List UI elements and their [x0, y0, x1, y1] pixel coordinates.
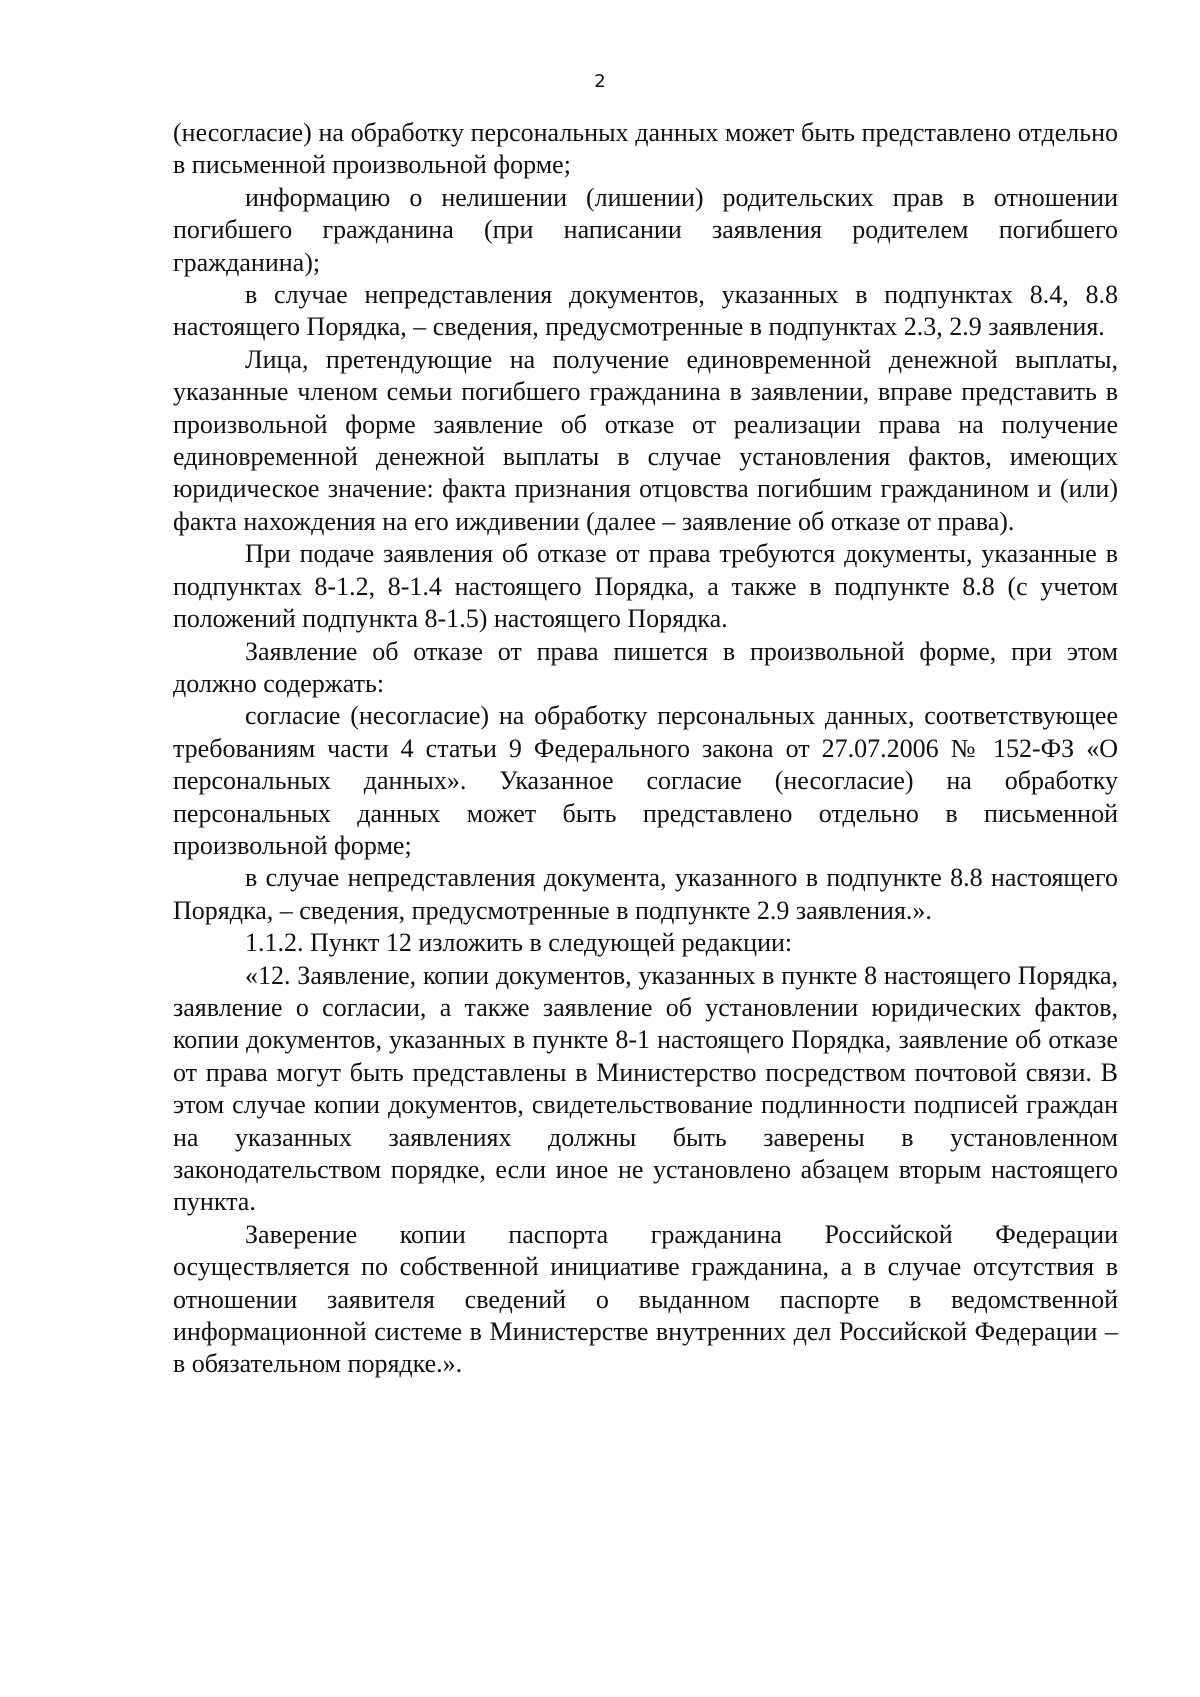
- paragraph: Лица, претендующие на получение единовременной денежной выплаты, указанные членом семьи погибшего гражданина в заявлении, вправе представить в произвольной форме заявление об отказе от реализации права на получение единовременной денежной выплаты в случае установления фактов, имеющих юридическое значение: факта признания отцовства погибшим гражданином и (или) факта нахождения на его иждивении (далее – заявление об отказе от права).: [173, 344, 1118, 536]
- paragraph: информацию о нелишении (лишении) родительских прав в отношении погибшего гражданина (при написании заявления родителем погибшего гражданина);: [173, 182, 1118, 277]
- paragraph: При подаче заявления об отказе от права требуются документы, указанные в подпунктах 8-1.2, 8-1.4 настоящего Порядка, а также в подпункте 8.8 (с учетом положений подпункта 8-1.5) настоящего Порядка.: [173, 539, 1118, 634]
- paragraph: в случае непредставления документа, указанного в подпункте 8.8 настоящего Порядка, – сведения, предусмотренные в подпункте 2.9 заявления.».: [173, 863, 1118, 925]
- paragraph: «12. Заявление, копии документов, указанных в пункте 8 настоящего Порядка, заявление о согласии, а также заявление об установлении юридических фактов, копии документов, указанных в пункте 8-1 настоящего Порядка, заявление об отказе от права могут быть представлены в Министерство посредством почтовой связи. В этом случае копии документов, свидетельствование подлинности подписей граждан на указанных заявлениях должны быть заверены в установленном законодательством порядке, если иное не установлено абзацем вторым настоящего пункта.: [173, 960, 1118, 1217]
- page-number: 2: [594, 71, 606, 92]
- document-body: [173, 117, 1118, 1381]
- paragraph: (несогласие) на обработку персональных данных может быть представлено отдельно в письменной произвольной форме;: [173, 118, 1118, 180]
- paragraph: Заверение копии паспорта гражданина Российской Федерации осуществляется по собственной инициативе гражданина, а в случае отсутствия в отношении заявителя сведений о выданном паспорте в ведомственной информационной системе в Министерстве внутренних дел Российской Федерации – в обязательном порядке.».: [173, 1219, 1118, 1379]
- paragraph: 1.1.2. Пункт 12 изложить в следующей редакции:: [245, 928, 793, 958]
- paragraph: в случае непредставления документов, указанных в подпунктах 8.4, 8.8 настоящего Порядка, – сведения, предусмотренные в подпунктах 2.3, 2.9 заявления.: [173, 280, 1118, 342]
- paragraph: согласие (несогласие) на обработку персональных данных, соответствующее требованиям части 4 статьи 9 Федерального закона от 27.07.2006 № 152-ФЗ «О персональных данных». Указанное согласие (несогласие) на обработку персональных данных может быть представлено отдельно в письменной произвольной форме;: [173, 701, 1118, 860]
- paragraph: Заявление об отказе от права пишется в произвольной форме, при этом должно содержать:: [173, 636, 1118, 698]
